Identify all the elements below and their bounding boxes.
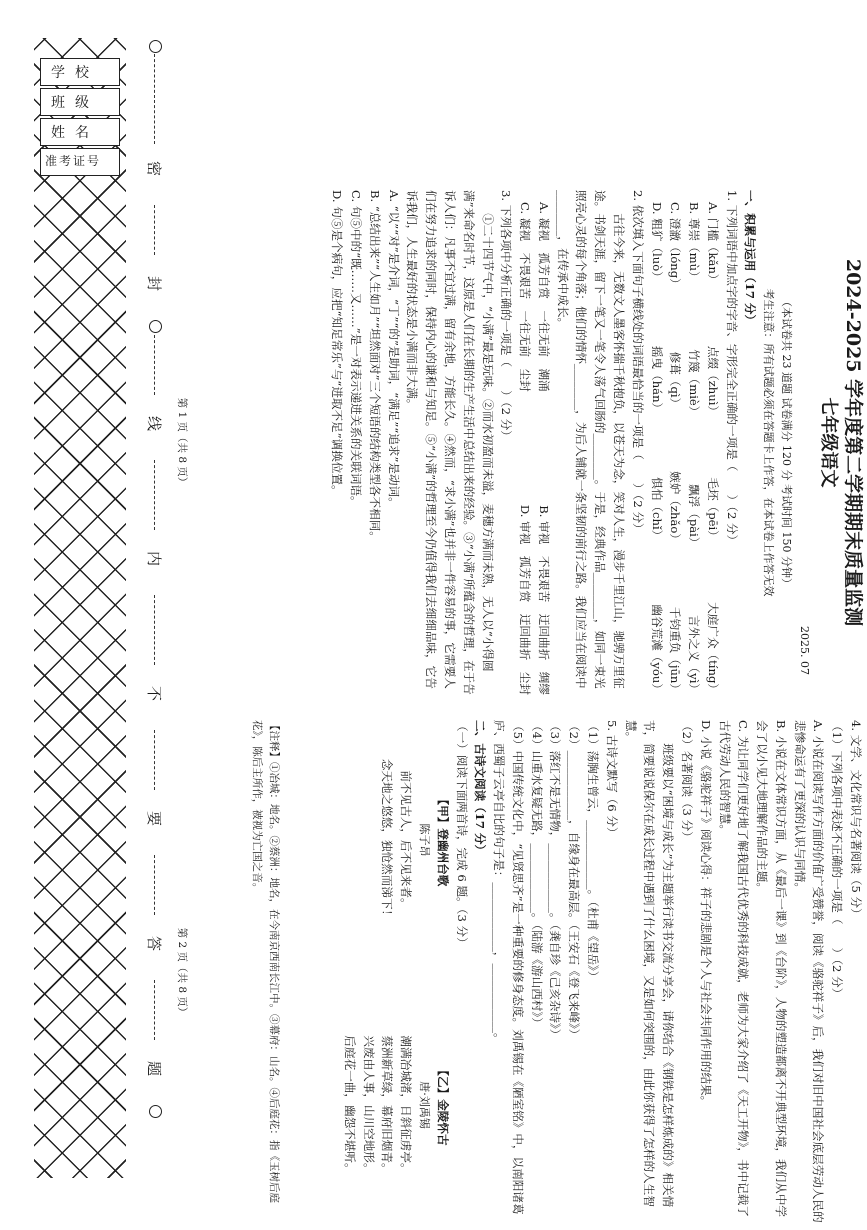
- question-text: D. 小说《骆驼祥子》阅读心得：祥子的悲剧是个人与社会共同作用的结果。: [698, 720, 713, 1108]
- poem-b: [340, 985, 452, 1225]
- question-text: （1）荡胸生曾云，____________。（杜甫《望岳》）: [586, 720, 601, 983]
- option-text: 摇曳（hán）: [649, 345, 664, 415]
- option-text: 大庭广众（tíng）: [705, 602, 720, 695]
- poem-a-line: 念天地之悠悠，独怆然而涕下！: [380, 758, 395, 922]
- poem-a: [378, 720, 452, 960]
- question-text: 3. 下列各项中分析正确的一项是（ ）（2 分）: [499, 190, 514, 442]
- exam-subject: 七年级语文: [818, 397, 840, 488]
- question-text: 1. 下列词语中加点字的字音、字形完全正确的一项是（ ）（2 分）: [724, 190, 739, 547]
- section-heading: 一、积累与运用（17 分）: [743, 190, 758, 327]
- answer-options: [666, 190, 685, 695]
- poem-b-line: 兴废由人事，山川空地形。: [361, 1035, 376, 1175]
- answer-options: [703, 190, 722, 695]
- question-text: （1）下列各项中表述不正确的一项是（ ）（2 分）: [830, 720, 845, 1000]
- poem-b-title: 【乙】金陵怀古: [435, 1064, 450, 1146]
- column-1-body: [328, 190, 760, 695]
- info-label-school: 学校: [51, 65, 99, 81]
- info-field: [40, 88, 120, 116]
- page-number: 第 2 页（共 8 页）: [176, 927, 188, 1018]
- question-text: （一）阅读下面两首诗，完成 6 题。（3 分）: [454, 720, 469, 949]
- option-text: A. 门槛（kǎn）: [705, 202, 720, 286]
- poems-block: [282, 720, 452, 1225]
- dash-line: [154, 595, 155, 665]
- dash-line: [154, 54, 155, 144]
- poem-b-author: 唐·刘禹锡: [418, 1081, 432, 1129]
- question-text: B. “总结出来”“人生如月”“坦然面对”三个短语的结构类型各不相同。: [367, 190, 382, 543]
- answer-options: [534, 190, 553, 695]
- option-text: 言外之义（yì）: [687, 615, 702, 695]
- poem-b-line: 潮满冶城渚，日斜征虏亭。: [399, 1035, 414, 1175]
- answer-options: [515, 190, 534, 695]
- dash-line: [154, 730, 155, 790]
- option-text: B. 审视 不畏艰苦 迂回曲折 绸缪: [536, 505, 551, 695]
- option-text: 幽谷荒滩（yóu）: [649, 604, 664, 695]
- info-field: [40, 118, 120, 146]
- page-column-1: [175, 190, 865, 695]
- question-text: 5. 古诗文默写（6 分）: [604, 720, 619, 839]
- page-number: 第 1 页（共 8 页）: [176, 397, 188, 488]
- exam-page: [175, 190, 865, 1230]
- dash-line: [154, 980, 155, 1040]
- dash-line: [154, 205, 155, 255]
- poem-a-author: 陈子昂: [418, 823, 432, 857]
- option-text: 毛坯（pēi）: [705, 477, 720, 542]
- section-heading: 二、古诗文阅读（17 分）: [473, 720, 488, 857]
- seal-label: 内: [145, 550, 164, 570]
- option-text: C. 澄澈（lóng）: [668, 202, 683, 290]
- option-text: 惧怕（chǐ）: [649, 477, 664, 542]
- answer-options: [647, 190, 666, 695]
- seal-line: [140, 40, 170, 1190]
- question-text: 班级要以“困境与成长”为主题举行读书交流分享会，请你结合《钢铁是怎样炼成的》相关情节，简要说说保尔在成长过程中遇到了什么困境，又是如何突围的，由此你获得了怎样的人生智慧。: [623, 720, 676, 1208]
- seal-label: 封: [145, 275, 164, 295]
- column-2-body: [452, 720, 865, 1225]
- question-text: C. 为让同学们更好地了解我国古代优秀的科技成就，老师为大家介绍了《天工开物》，书中记载了古代劳动人民的智慧。: [717, 720, 751, 1217]
- info-label-class: 班级: [51, 95, 99, 111]
- info-field: [40, 58, 120, 86]
- dash-line: [154, 335, 155, 395]
- seal-label: 要: [145, 810, 164, 830]
- binding-strip: [0, 0, 190, 1227]
- lattice-pattern: [34, 38, 126, 1178]
- seal-label: 答: [145, 935, 164, 955]
- student-info-table: [40, 58, 118, 176]
- question-text: D. 句⑤是个病句，应把“知足常乐”与“进取不足”调换位置。: [330, 190, 345, 497]
- info-field: [40, 148, 120, 176]
- option-text: 点缀（zhuì）: [705, 345, 720, 418]
- option-text: C. 凝视 不畏艰苦 一往无前 尘封: [518, 202, 533, 392]
- question-text: A. 小说在阅读写作方面的价值广受赞誉，阅读《骆驼祥子》后，我们对旧中国社会底层劳动人民的悲惨命运有了更深的认识与同情。: [792, 720, 826, 1223]
- option-text: 千钧重负（jūn）: [668, 606, 683, 695]
- question-text: （5）中国传统文化中，“见贤思齐”是一种重要的修身态度。刘禹锡在《陋室铭》中，以南阳诸葛庐、西蜀子云亭自比的句子是：____________，____________。: [492, 720, 525, 1215]
- exam-date: 2025. 07: [797, 626, 811, 675]
- option-text: A. 凝视 孤芳自赏 一往无前 潮涌: [536, 202, 551, 392]
- poem-b-line: 后庭花一曲，幽怨不堪听。: [342, 1035, 357, 1175]
- circle-icon: [149, 320, 162, 333]
- question-text: A. “以”“对”是介词，“丁”“的”是助词，“满足”“追求”是动词。: [386, 190, 401, 509]
- question-text: 2. 依次填入下面句子横线处的词语最恰当的一项是（ ）（2 分）: [630, 190, 645, 535]
- poem-a-line: 前不见古人，后不见来者。: [399, 770, 414, 910]
- option-text: 嫉妒（zhǎo）: [668, 471, 683, 545]
- question-text: 古往今来，无数文人墨客怀揣千秋抱负，以苍天为念，笑对人生，漫步千里江山，驰骋万里征途。书剑天涯，留下一笔又一笔令人荡气回肠的________。于是，经典作品________，如同一束光照亮心灵的每个角落；他们的情怀________，为后人铺就一条坚韧的前行之路。我们应当在阅读中________，在传承中成长。: [555, 190, 627, 689]
- question-text: （3）落红不是无情物，____________。（龚自珍《己亥杂诗》）: [548, 720, 563, 1041]
- poem-b-line: 蔡洲新草绿，幕府旧烟青。: [380, 1035, 395, 1175]
- question-text: （4）山重水复疑无路，____________。（陆游《游山西村》）: [529, 720, 544, 1029]
- question-text: B. 小说在文体常识方面，从《最后一课》到《台阶》，人物的塑造都离不开典型环境，我们从中学会了以小见大地理解作品的主题。: [755, 720, 788, 1218]
- circle-icon: [149, 1105, 162, 1118]
- option-text: D. 粗犷（luò）: [649, 202, 664, 283]
- seal-label: 题: [145, 1060, 164, 1080]
- option-text: D. 审视 孤芳自赏 迂回曲折 尘封: [518, 504, 533, 695]
- exam-title: 2024-2025 学年度第二学期期末质量监测: [842, 258, 864, 627]
- question-text: C. 句⑤中的“既……又……”是一对表示递进关系的关联词语。: [349, 190, 364, 508]
- info-label-exam-id: 准考证号: [45, 154, 102, 168]
- answer-options: [684, 190, 703, 695]
- poem-note: 【注释】①冶城：地名。②蔡洲：地名，在今南京西南长江中。③幕府：山名。④后庭花：指《玉树后庭花》，陈后主所作，被视为亡国之音。: [250, 720, 280, 1203]
- option-text: B. 尊崇（mù）: [687, 202, 702, 283]
- dash-line: [154, 855, 155, 915]
- option-text: 修葺（qì）: [668, 351, 683, 410]
- circle-icon: [149, 40, 162, 53]
- question-text: 4. 文学、文化常识与名著阅读（5 分）: [849, 720, 863, 920]
- exam-notice: （本试卷共 23 道题 试卷满分 120 分 考试时间 150 分钟）: [780, 296, 794, 589]
- seal-label: 密: [145, 160, 164, 180]
- exam-attention: 考生注意：所有试题必须在答题卡上作答，在本试卷上作答无效: [762, 288, 776, 597]
- option-text: 竹篾（miè）: [687, 349, 702, 418]
- info-label-name: 姓名: [51, 125, 99, 141]
- dash-line: [154, 460, 155, 530]
- question-text: （2）____________，自缘身在最高层。（王安石《登飞来峰》）: [567, 720, 582, 1041]
- seal-label: 不: [145, 685, 164, 705]
- question-text: ①二十四节气中，“小满”最是玩味。②而水初盈而未溢，麦穗方满而未熟，无人以“小得圆满”来命名时节，这原是人们在长期的生产生活中总结出来的经验。③“小满”所蕴含的哲理，在于告诉人们：凡事不宜过满，留有余地，方能长久。④然而，“求小满”也并非一件容易的事，它需要人们在努力追求的同时，保持内心的谦和与知足。⑤“小满”的哲理至今仍值得我们去细细品味，它告诉我们，人生最好的状态是小满而非大满。: [405, 190, 495, 695]
- option-text: 飘浮（pài）: [687, 484, 702, 549]
- page-column-2: [175, 720, 865, 1225]
- question-text: （2）名著阅读（3 分）: [679, 720, 694, 843]
- poem-a-title: 【甲】登幽州台歌: [435, 793, 450, 887]
- seal-label: 线: [145, 415, 164, 435]
